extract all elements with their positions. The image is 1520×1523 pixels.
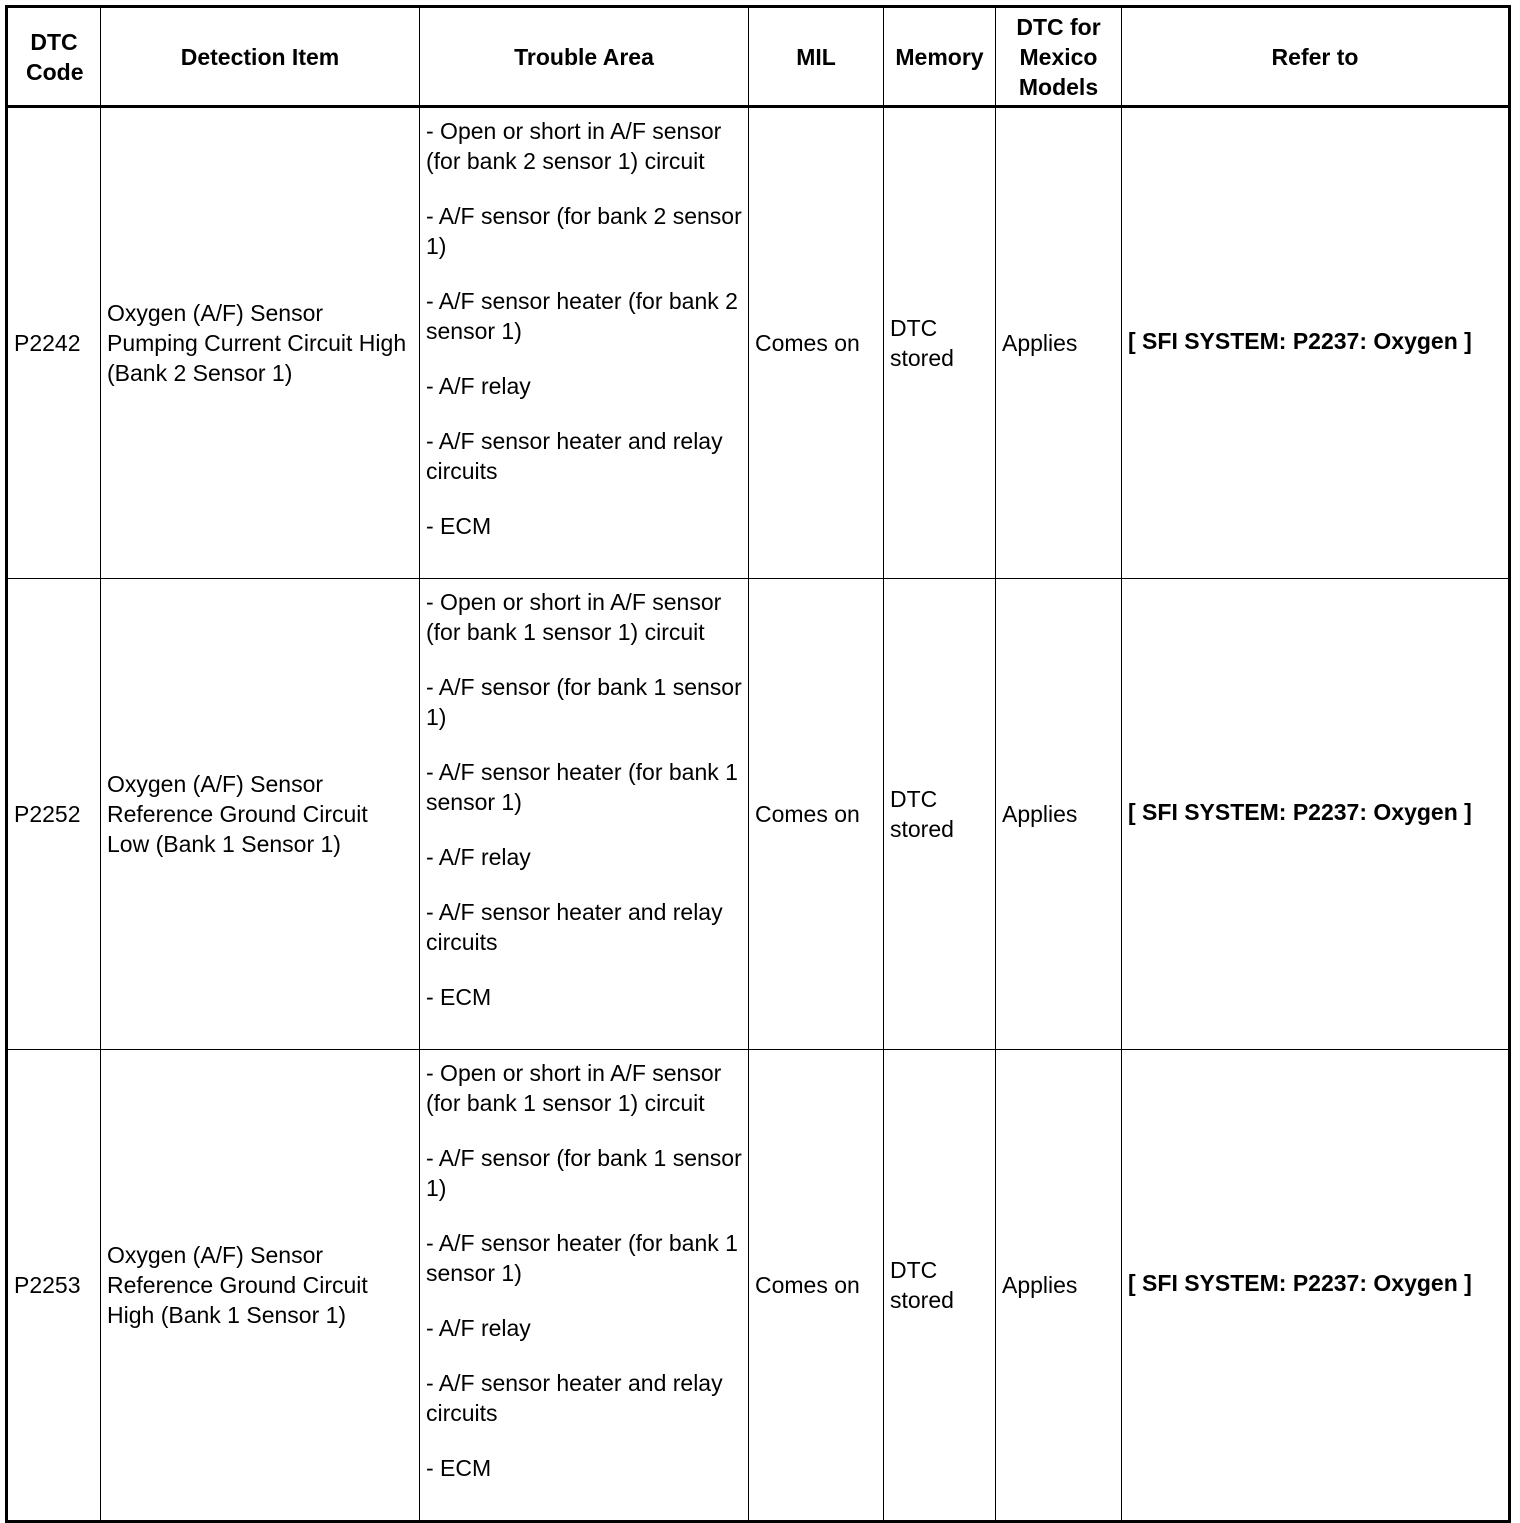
header-trouble-area: Trouble Area <box>420 7 749 107</box>
trouble-item: - A/F sensor heater and relay circuits <box>426 899 723 955</box>
trouble-area-cell <box>420 1050 749 1522</box>
detection-item-cell: Oxygen (A/F) Sensor Reference Ground Circuit Low (Bank 1 Sensor 1) <box>101 579 420 1050</box>
trouble-item: - A/F sensor (for bank 1 sensor 1) <box>426 674 742 730</box>
trouble-item: - Open or short in A/F sensor (for bank 1 sensor 1) circuit <box>426 589 722 645</box>
dtc-code-cell: P2242 <box>7 107 101 579</box>
memory-cell: DTC stored <box>884 107 996 579</box>
header-memory: Memory <box>884 7 996 107</box>
trouble-item: - Open or short in A/F sensor (for bank 2 sensor 1) circuit <box>426 118 722 174</box>
refer-link[interactable]: [ SFI SYSTEM: P2237: Oxygen ] <box>1128 328 1472 354</box>
trouble-item: - ECM <box>426 1455 492 1481</box>
trouble-area-cell <box>420 107 749 579</box>
header-row <box>7 7 1510 107</box>
trouble-area-cell <box>420 579 749 1050</box>
refer-to-cell <box>1122 579 1510 1050</box>
dtc-code-cell: P2253 <box>7 1050 101 1522</box>
header-dtc-code: DTC Code <box>7 7 101 107</box>
header-refer-to: Refer to <box>1122 7 1510 107</box>
header-dtc-mexico: DTC for Mexico Models <box>996 7 1122 107</box>
trouble-item: - A/F sensor heater (for bank 1 sensor 1) <box>426 759 738 815</box>
trouble-item: - ECM <box>426 984 492 1010</box>
trouble-item: - A/F sensor (for bank 1 sensor 1) <box>426 1145 742 1201</box>
refer-link[interactable]: [ SFI SYSTEM: P2237: Oxygen ] <box>1128 799 1472 825</box>
trouble-item: - ECM <box>426 513 492 539</box>
trouble-item: - A/F relay <box>426 844 531 870</box>
memory-cell: DTC stored <box>884 1050 996 1522</box>
dtc-table <box>5 5 1511 1523</box>
mil-cell: Comes on <box>749 579 884 1050</box>
table-row <box>7 579 1510 1050</box>
mil-cell: Comes on <box>749 107 884 579</box>
trouble-item: - A/F sensor heater (for bank 2 sensor 1) <box>426 288 738 344</box>
dtc-code-cell: P2252 <box>7 579 101 1050</box>
detection-item-cell: Oxygen (A/F) Sensor Reference Ground Circuit High (Bank 1 Sensor 1) <box>101 1050 420 1522</box>
refer-to-cell <box>1122 107 1510 579</box>
trouble-item: - A/F relay <box>426 1315 531 1341</box>
header-detection-item: Detection Item <box>101 7 420 107</box>
trouble-item: - Open or short in A/F sensor (for bank 1 sensor 1) circuit <box>426 1060 722 1116</box>
header-mil: MIL <box>749 7 884 107</box>
table-row <box>7 1050 1510 1522</box>
table-row <box>7 107 1510 579</box>
trouble-item: - A/F sensor heater and relay circuits <box>426 1370 723 1426</box>
mexico-cell: Applies <box>996 579 1122 1050</box>
detection-item-cell: Oxygen (A/F) Sensor Pumping Current Circuit High (Bank 2 Sensor 1) <box>101 107 420 579</box>
memory-cell: DTC stored <box>884 579 996 1050</box>
mexico-cell: Applies <box>996 1050 1122 1522</box>
refer-link[interactable]: [ SFI SYSTEM: P2237: Oxygen ] <box>1128 1270 1472 1296</box>
trouble-item: - A/F sensor heater and relay circuits <box>426 428 723 484</box>
refer-to-cell <box>1122 1050 1510 1522</box>
trouble-item: - A/F sensor (for bank 2 sensor 1) <box>426 203 742 259</box>
trouble-item: - A/F relay <box>426 373 531 399</box>
mil-cell: Comes on <box>749 1050 884 1522</box>
trouble-item: - A/F sensor heater (for bank 1 sensor 1) <box>426 1230 738 1286</box>
mexico-cell: Applies <box>996 107 1122 579</box>
